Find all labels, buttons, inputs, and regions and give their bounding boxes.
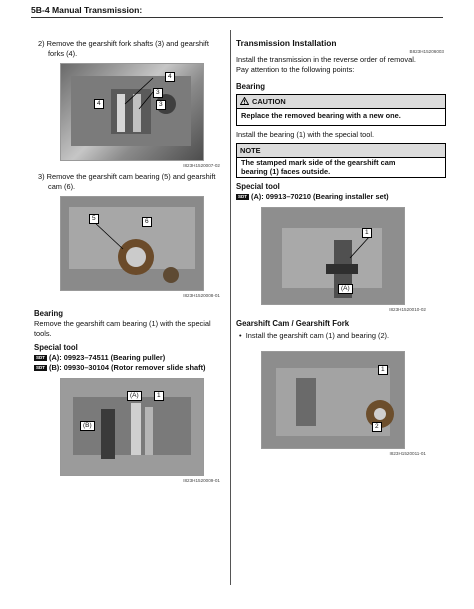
note-text bbox=[237, 158, 445, 178]
callout-1: 1 bbox=[154, 391, 164, 401]
callout-4a: 4 bbox=[165, 72, 175, 82]
note-box bbox=[236, 143, 446, 178]
intro-line1: Install the transmission in the reverse order of removal. bbox=[236, 55, 416, 64]
step-2-line1: 2) Remove the gearshift fork shafts (3) and gearshift bbox=[38, 39, 209, 48]
callout-5: 5 bbox=[89, 214, 99, 224]
figure-bearing-installer bbox=[261, 207, 405, 305]
figure-gearshift-cam bbox=[261, 351, 405, 449]
bearing-text-line1: Remove the gearshift cam bearing (1) with the special bbox=[34, 319, 211, 328]
callout-a: (A) bbox=[127, 391, 142, 401]
figure-code-3: I823H1520009-01 bbox=[183, 478, 220, 483]
special-tool-a: SDT (A): 09923–74511 (Bearing puller) bbox=[36, 353, 166, 362]
caution-label: CAUTION bbox=[252, 97, 286, 106]
cam-fork-heading: Gearshift Cam / Gearshift Fork bbox=[236, 319, 350, 328]
step-3-line1: 3) Remove the gearshift cam bearing (5) and gearshift bbox=[38, 172, 216, 181]
special-tool-b: SDT (B): 09930–30104 (Rotor remover slide shaft) bbox=[36, 363, 206, 372]
figure-bearing-puller bbox=[60, 378, 204, 476]
callout-4b: 4 bbox=[94, 99, 104, 109]
special-tool-right-a: SDT (A): 09913–70210 (Bearing installer set) bbox=[238, 192, 389, 201]
note-text-line2: bearing (1) faces outside. bbox=[241, 166, 331, 176]
caution-text: Replace the removed bearing with a new one. bbox=[241, 111, 401, 120]
figure-fork-shafts bbox=[60, 63, 204, 161]
figure-code-4: I823H1520010-02 bbox=[389, 307, 426, 312]
bearing-text-line2: tools. bbox=[34, 329, 52, 338]
callout-6: 6 bbox=[142, 217, 152, 227]
callout-1-c: 1 bbox=[378, 365, 388, 375]
figure-code-5: I823H1520011-01 bbox=[389, 451, 426, 456]
figure-cam-bearing bbox=[60, 196, 204, 291]
cam-bullet: • Install the gearshift cam (1) and bearing (2). bbox=[239, 331, 390, 340]
page-header: 5B-4 Manual Transmission: bbox=[31, 5, 143, 15]
callout-2-c: 2 bbox=[372, 422, 382, 432]
tool-icon: SDT bbox=[36, 355, 45, 360]
section-code: B823H15206003 bbox=[409, 49, 444, 54]
callout-3a: 3 bbox=[153, 88, 163, 98]
header-rule bbox=[31, 17, 443, 18]
tool-icon: SDT bbox=[36, 365, 45, 370]
bearing-heading-right: Bearing bbox=[236, 82, 266, 91]
section-heading: Transmission Installation bbox=[236, 38, 337, 48]
callout-a-r: (A) bbox=[338, 284, 353, 294]
note-header: NOTE bbox=[237, 144, 445, 158]
special-tool-heading-left: Special tool bbox=[34, 343, 78, 352]
tool-icon: SDT bbox=[238, 194, 247, 199]
intro-line2: Pay attention to the following points: bbox=[236, 65, 355, 74]
column-divider bbox=[230, 30, 231, 585]
install-text: Install the bearing (1) with the special tool. bbox=[236, 130, 375, 139]
callout-3b: 3 bbox=[156, 100, 166, 110]
engine-photo-2 bbox=[61, 197, 203, 290]
note-text-line1: The stamped mark side of the gearshift cam bbox=[241, 158, 396, 167]
caution-header bbox=[237, 95, 445, 109]
bearing-heading-left: Bearing bbox=[34, 309, 64, 318]
callout-b: (B) bbox=[80, 421, 95, 431]
caution-box bbox=[236, 94, 446, 126]
figure-code-2: I823H1520008-01 bbox=[183, 293, 220, 298]
warning-triangle-icon bbox=[240, 96, 249, 107]
step-2-line2: forks (4). bbox=[48, 49, 78, 58]
callout-1-r: 1 bbox=[362, 228, 372, 238]
figure-code-1: I823H1520007-02 bbox=[183, 163, 220, 168]
special-tool-heading-right: Special tool bbox=[236, 182, 280, 191]
engine-photo-1 bbox=[61, 64, 203, 160]
engine-photo-4 bbox=[262, 208, 404, 304]
step-3-line2: cam (6). bbox=[48, 182, 76, 191]
